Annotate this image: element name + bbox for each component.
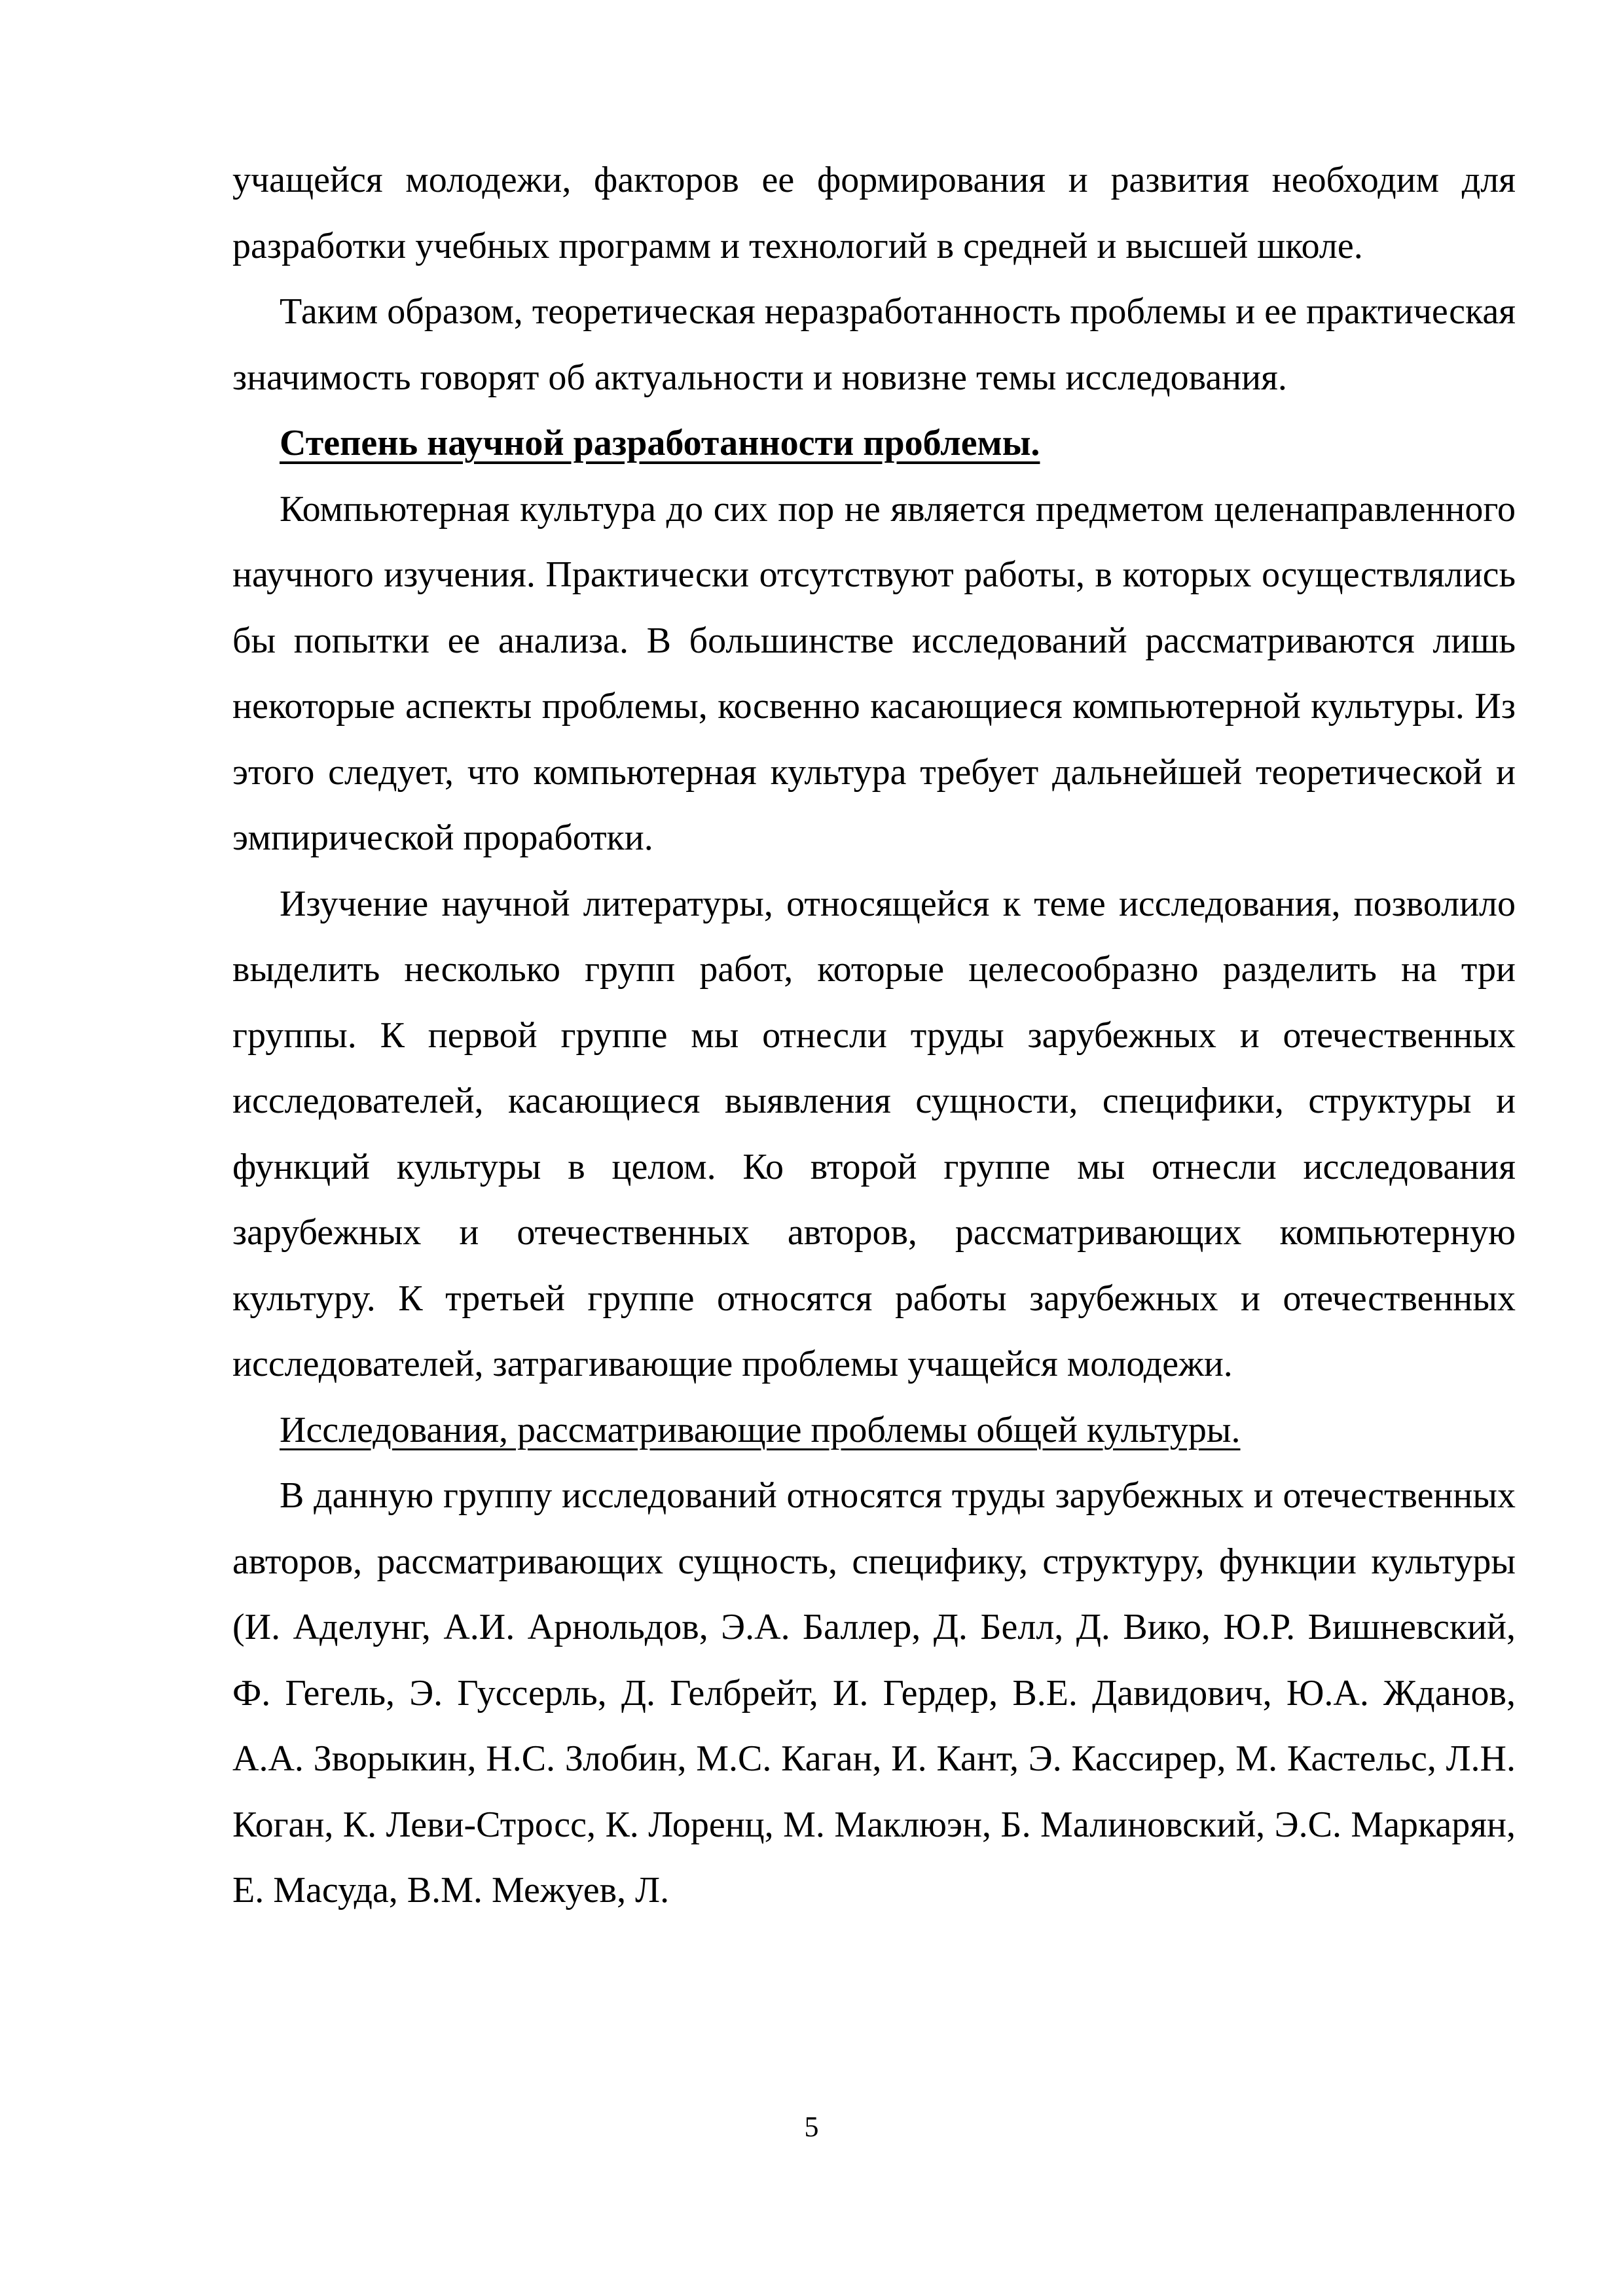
- paragraph-continuation: учащейся молодежи, факторов ее формирования и развития необходим для разработки учебных программ и технологий в средней и высшей школе.: [232, 160, 1516, 266]
- document-page: [232, 147, 1516, 1924]
- page-number: 5: [804, 2111, 819, 2143]
- paragraph-conclusion: Таким образом, теоретическая неразработанность проблемы и ее практическая значимость говорят об актуальности и новизне темы исследования.: [232, 291, 1516, 398]
- paragraph-general-culture-authors: В данную группу исследований относятся труды зарубежных и отечественных авторов, рассматривающих сущность, специфику, структуру, функции культуры (И. Аделунг, А.И. Арнольдов, Э.А. Баллер, Д. Белл, Д. Вико, Ю.Р. Вишневский, Ф. Гегель, Э. Гуссерль, Д. Гелбрейт, И. Гердер, В.Е. Давидович, Ю.А. Жданов, А.А. Зворыкин, Н.С. Злобин, М.С. Каган, И. Кант, Э. Кассирер, М. Кастельс, Л.Н. Коган, К. Леви-Стросс, К. Лоренц, М. Маклюэн, Б. Малиновский, Э.С. Маркарян, Е. Масуда, В.М. Межуев, Л.: [232, 1475, 1516, 1910]
- subsection-heading-general-culture: Исследования, рассматривающие проблемы общей культуры.: [280, 1409, 1241, 1450]
- paragraph-computer-culture: Компьютерная культура до сих пор не является предметом целенаправленного научного изучения. Практически отсутствуют работы, в которых осуществлялись бы попытки ее анализа. В большинстве исследований рассматриваются лишь некоторые аспекты проблемы, косвенно касающиеся компьютерной культуры. Из этого следует, что компьютерная культура требует дальнейшей теоретической и эмпирической проработки.: [232, 488, 1516, 858]
- paragraph-literature-groups: Изучение научной литературы, относящейся к теме исследования, позволило выделить несколько групп работ, которые целесообразно разделить на три группы. К первой группе мы отнесли труды зарубежных и отечественных исследователей, касающиеся выявления сущности, специфики, структуры и функций культуры в целом. Ко второй группе мы отнесли исследования зарубежных и отечественных авторов, рассматривающих компьютерную культуру. К третьей группе относятся работы зарубежных и отечественных исследователей, затрагивающие проблемы учащейся молодежи.: [232, 883, 1516, 1384]
- section-heading-degree: Степень научной разработанности проблемы.: [280, 423, 1040, 463]
